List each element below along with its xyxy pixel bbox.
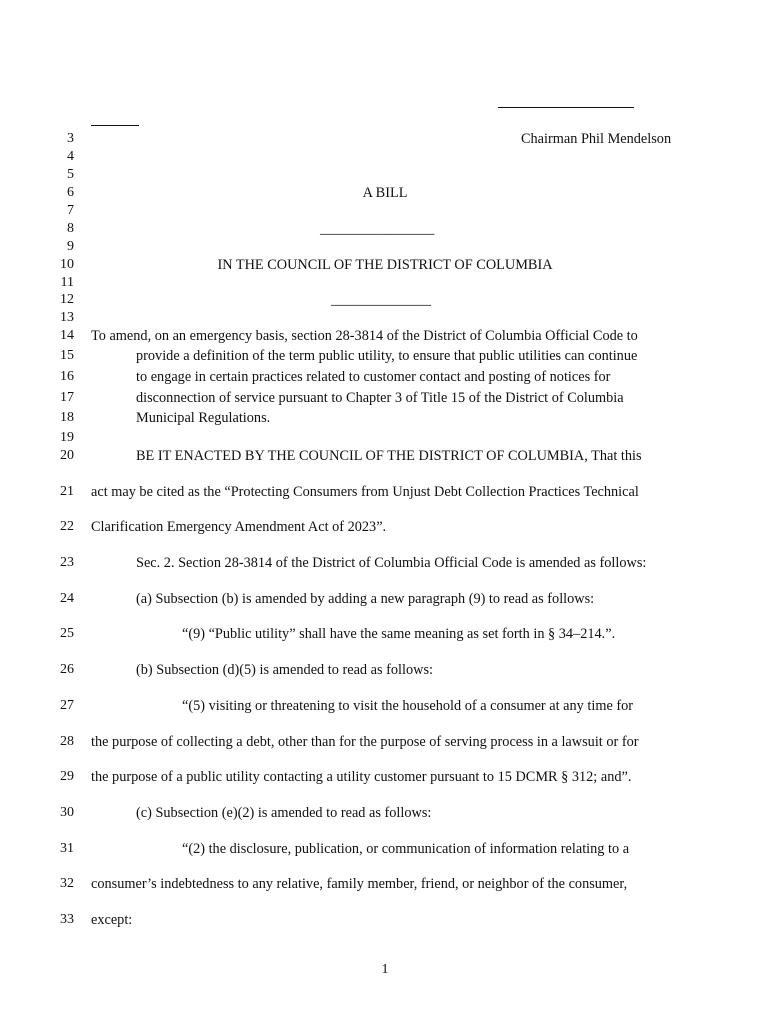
line-number: 16 bbox=[60, 369, 74, 384]
line-number: 22 bbox=[60, 519, 74, 534]
body-line: the purpose of collecting a debt, other than for the purpose of serving process in a lawsuit or for bbox=[91, 734, 639, 750]
bill-title: A BILL bbox=[362, 185, 408, 201]
summary-line: to engage in certain practices related to customer contact and posting of notices for bbox=[136, 369, 611, 385]
line-number: 4 bbox=[67, 149, 74, 164]
line-number: 12 bbox=[60, 292, 74, 307]
body-line: the purpose of a public utility contacting a utility customer pursuant to 15 DCMR § 312; and”. bbox=[91, 769, 632, 785]
line-number: 11 bbox=[60, 275, 74, 290]
summary-line: disconnection of service pursuant to Chapter 3 of Title 15 of the District of Columbia bbox=[136, 390, 624, 406]
quoted-paragraph: “(2) the disclosure, publication, or communication of information relating to a bbox=[182, 841, 630, 857]
line-number: 21 bbox=[60, 484, 74, 499]
line-number: 10 bbox=[60, 257, 74, 272]
quoted-paragraph: “(5) visiting or threatening to visit the household of a consumer at any time for bbox=[182, 698, 634, 714]
body-line: consumer’s indebtedness to any relative, family member, friend, or neighbor of the consumer, bbox=[91, 876, 628, 892]
body-line: Clarification Emergency Amendment Act of 2023”. bbox=[91, 519, 387, 535]
line-number: 8 bbox=[67, 221, 74, 236]
line-number: 27 bbox=[60, 698, 74, 713]
line-number: 26 bbox=[60, 662, 74, 677]
body-line: except: bbox=[91, 912, 133, 928]
line-number: 18 bbox=[60, 410, 74, 425]
line-number: 13 bbox=[60, 310, 74, 325]
summary-line: To amend, on an emergency basis, section 28-3814 of the District of Columbia Official Code to bbox=[91, 328, 638, 344]
line-number: 30 bbox=[60, 805, 74, 820]
line-number: 20 bbox=[60, 448, 74, 463]
line-number: 14 bbox=[60, 328, 74, 343]
line-number: 32 bbox=[60, 876, 74, 891]
title-blank-line: ________________ bbox=[320, 221, 435, 237]
line-number: 6 bbox=[67, 185, 74, 200]
line-number: 25 bbox=[60, 626, 74, 641]
subsection-c: (c) Subsection (e)(2) is amended to read as follows: bbox=[136, 805, 432, 821]
summary-line: provide a definition of the term public utility, to ensure that public utilities can continue bbox=[136, 348, 638, 364]
sponsor-name: Chairman Phil Mendelson bbox=[521, 131, 672, 147]
summary-line: Municipal Regulations. bbox=[136, 410, 271, 426]
page-number: 1 bbox=[381, 962, 389, 977]
body-line: act may be cited as the “Protecting Consumers from Unjust Debt Collection Practices Technical bbox=[91, 484, 639, 500]
line-number: 9 bbox=[67, 239, 74, 254]
line-number: 29 bbox=[60, 769, 74, 784]
line-number: 7 bbox=[67, 203, 74, 218]
signature-line bbox=[498, 107, 634, 108]
subsection-b: (b) Subsection (d)(5) is amended to read as follows: bbox=[136, 662, 433, 678]
line-number: 23 bbox=[60, 555, 74, 570]
council-heading: IN THE COUNCIL OF THE DISTRICT OF COLUMBIA bbox=[217, 257, 553, 273]
subsection-a: (a) Subsection (b) is amended by adding a new paragraph (9) to read as follows: bbox=[136, 591, 595, 607]
line-number: 17 bbox=[60, 390, 74, 405]
line-number: 5 bbox=[67, 167, 74, 182]
line-number: 31 bbox=[60, 841, 74, 856]
enacting-clause: BE IT ENACTED BY THE COUNCIL OF THE DISTRICT OF COLUMBIA, That this bbox=[136, 448, 642, 464]
section-heading: Sec. 2. Section 28-3814 of the District of Columbia Official Code is amended as follows: bbox=[136, 555, 647, 571]
quoted-paragraph: “(9) “Public utility” shall have the same meaning as set forth in § 34–214.”. bbox=[182, 626, 616, 642]
line-number: 28 bbox=[60, 734, 74, 749]
title-blank-line: ______________ bbox=[331, 292, 432, 308]
line-number: 15 bbox=[60, 348, 74, 363]
line-number: 24 bbox=[60, 591, 74, 606]
line-number: 33 bbox=[60, 912, 74, 927]
line-number: 19 bbox=[60, 430, 74, 445]
short-rule bbox=[91, 125, 139, 126]
line-number: 3 bbox=[67, 131, 74, 146]
